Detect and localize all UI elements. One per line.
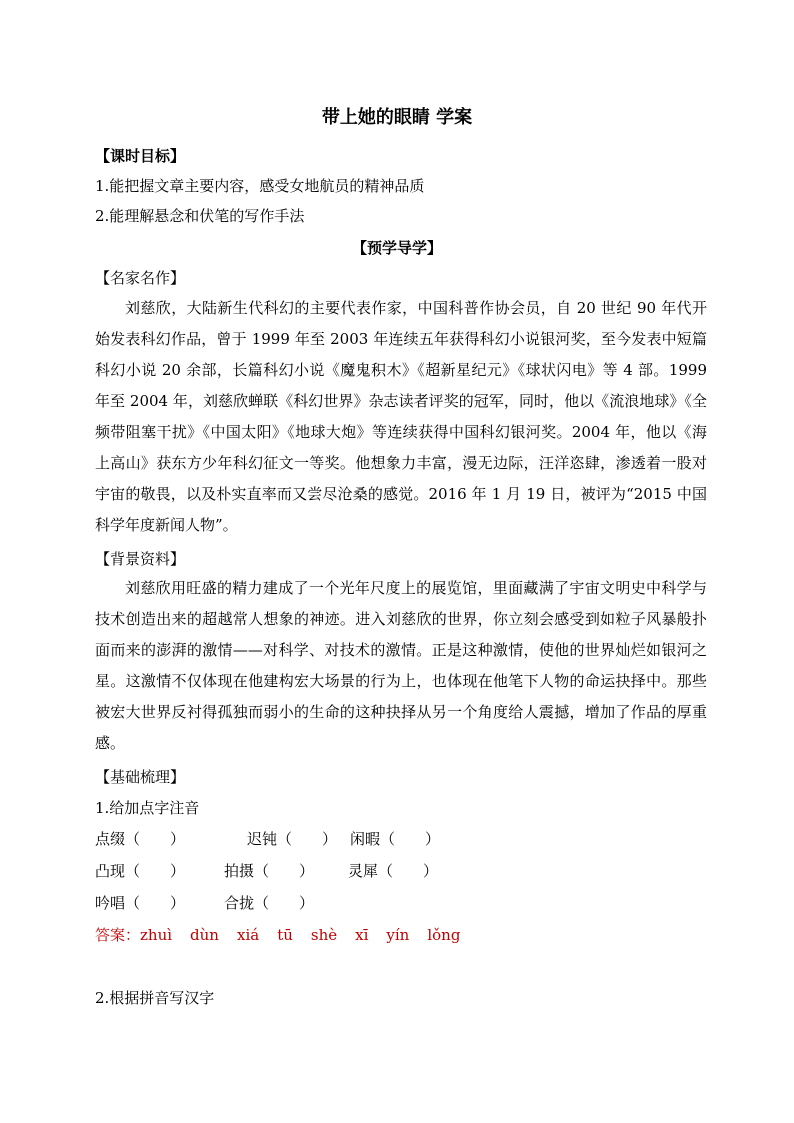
background-heading: 【背景资料】: [95, 550, 186, 568]
basics-heading: 【基础梳理】: [95, 768, 186, 786]
author-heading: 【名家名作】: [95, 269, 186, 287]
word-item: 闲暇（ ）: [350, 830, 441, 848]
word-item: 凸现（ ）: [95, 862, 186, 880]
word-item: 拍摄（ ）: [224, 862, 315, 880]
answer-line: [95, 925, 478, 945]
preview-heading: 【预学导学】: [351, 239, 442, 257]
pinyin-answer: zhuì: [140, 926, 173, 944]
word-item: 灵犀（ ）: [348, 862, 439, 880]
pinyin-answer: xiá: [236, 926, 260, 944]
question-1: 1.给加点字注音: [95, 799, 200, 817]
pinyin-answer: xī: [355, 926, 369, 944]
question-2: 2.根据拼音写汉字: [95, 989, 215, 1007]
pinyin-answer: dùn: [190, 926, 219, 944]
pinyin-answer: yín: [386, 926, 410, 944]
word-item: 合拢（ ）: [224, 894, 315, 912]
objectives-heading: 【课时目标】: [95, 147, 186, 165]
answer-label: 答案：: [95, 926, 141, 944]
pinyin-answer: lǒng: [427, 926, 461, 944]
background-paragraph: 刘慈欣用旺盛的精力建成了一个光年尺度上的展览馆，里面藏满了宇宙文明史中科学与技术创造出来的超越常人想象的神迹。进入刘慈欣的世界，你立刻会感受到如粒子风暴般扑面而来的澎湃的激情——对科学、对技术的激情。正是这种激情，使他的世界灿烂如银河之星。这激情不仅体现在他建构宏大场景的行为上，也体现在他笔下人物的命运抉择中。那些被宏大世界反衬得孤独而弱小的生命的这种抉择从另一个角度给人震撼，增加了作品的厚重感。: [95, 579, 707, 752]
objective-item-1: 1.能把握文章主要内容，感受女地航员的精神品质: [95, 177, 425, 195]
objective-item-2: 2.能理解悬念和伏笔的写作手法: [95, 207, 305, 225]
document-title: 带上她的眼睛 学案: [321, 107, 473, 128]
word-item: 迟钝（ ）: [247, 830, 338, 848]
word-item: 点缀（ ）: [95, 830, 186, 848]
pinyin-answer: tū: [277, 926, 293, 944]
author-paragraph: 刘慈欣，大陆新生代科幻的主要代表作家，中国科普作协会员，自 20 世纪 90 年代开始发表科幻作品，曾于 1999 年至 2003 年连续五年获得科幻小说银河奖，至今发表中短篇科幻小说 20 余部，长篇科幻小说《魔鬼积木》《超新星纪元》《球状闪电》等 4 部。1999 年至 2004 年，刘慈欣蝉联《科幻世界》杂志读者评奖的冠军，同时，他以《流浪地球》《全频带阻塞干扰》《中国太阳》《地球大炮》等连续获得中国科幻银河奖。2004 年，他以《海上高山》获东方少年科幻征文一等奖。他想象力丰富，漫无边际，汪洋恣肆，渗透着一股对宇宙的敬畏，以及朴实直率而又尝尽沧桑的感觉。2016 年 1 月 19 日，被评为“2015 中国科学年度新闻人物”。: [95, 299, 707, 534]
pinyin-answer: shè: [310, 926, 338, 944]
word-item: 吟唱（ ）: [95, 894, 186, 912]
